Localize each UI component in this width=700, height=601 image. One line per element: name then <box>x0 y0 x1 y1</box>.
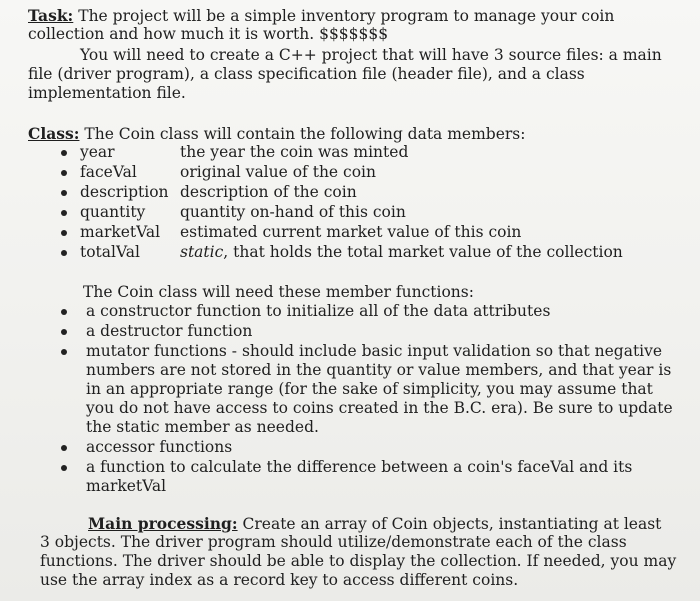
task-line-2: collection and how much it is worth. $$$$$$$ <box>28 25 389 43</box>
bullet-icon <box>61 230 67 236</box>
main-processing-text-1: Create an array of Coin objects, instantiating at least <box>242 515 662 533</box>
member-name: faceVal <box>80 163 137 181</box>
member-name: description <box>80 183 169 201</box>
bullet-icon <box>61 250 67 256</box>
task-line-1 <box>28 6 614 26</box>
member-desc: estimated current market value of this coin <box>180 223 522 241</box>
member-desc: quantity on-hand of this coin <box>180 203 406 221</box>
bullet-icon <box>61 349 67 355</box>
member-desc <box>180 243 623 262</box>
main-processing-label: Main processing: <box>88 514 238 533</box>
bullet-icon <box>61 150 67 156</box>
function-text: a constructor function to initialize all of the data attributes <box>86 302 551 320</box>
function-text: in an appropriate range (for the sake of simplicity, you may assume that <box>86 380 653 398</box>
member-desc: description of the coin <box>180 183 357 201</box>
function-text: a destructor function <box>86 322 253 340</box>
function-text: you do not have access to coins created in the B.C. era). Be sure to update <box>86 399 673 417</box>
member-desc: the year the coin was minted <box>180 143 409 161</box>
bullet-icon <box>61 465 67 471</box>
task-label: Task: <box>28 6 74 25</box>
bullet-icon <box>61 309 67 315</box>
member-name: quantity <box>80 203 146 221</box>
static-keyword: static <box>180 243 224 261</box>
bullet-icon <box>61 329 67 335</box>
function-text: numbers are not stored in the quantity or value members, and that year is <box>86 361 672 379</box>
bullet-icon <box>61 445 67 451</box>
function-text: marketVal <box>86 477 167 495</box>
bullet-icon <box>61 170 67 176</box>
main-processing-line-1 <box>88 514 661 534</box>
member-name: marketVal <box>80 223 161 241</box>
member-name: totalVal <box>80 243 140 261</box>
task-line-5: implementation file. <box>28 84 186 102</box>
task-line-4: file (driver program), a class specification file (header file), and a class <box>28 65 585 83</box>
function-text: a function to calculate the difference between a coin's faceVal and its <box>86 458 633 476</box>
function-text: the static member as needed. <box>86 418 319 436</box>
class-label: Class: <box>28 124 80 143</box>
class-intro-line <box>28 124 525 144</box>
main-processing-line-2: 3 objects. The driver program should utilize/demonstrate each of the class <box>40 533 627 551</box>
bullet-icon <box>61 190 67 196</box>
main-processing-line-4: use the array index as a record key to access different coins. <box>40 571 519 589</box>
functions-intro: The Coin class will need these member functions: <box>83 283 474 301</box>
function-text: mutator functions - should include basic input validation so that negative <box>86 342 663 360</box>
task-text-1: The project will be a simple inventory program to manage your coin <box>78 7 615 25</box>
member-desc: original value of the coin <box>180 163 376 181</box>
function-text: accessor functions <box>86 438 233 456</box>
bullet-icon <box>61 210 67 216</box>
task-line-3: You will need to create a C++ project that will have 3 source files: a main <box>80 46 662 64</box>
main-processing-line-3: functions. The driver should be able to display the collection. If needed, you may <box>40 552 677 570</box>
member-desc-rest: , that holds the total market value of the collection <box>223 243 623 261</box>
class-intro: The Coin class will contain the following data members: <box>84 125 526 143</box>
member-name: year <box>80 143 115 161</box>
